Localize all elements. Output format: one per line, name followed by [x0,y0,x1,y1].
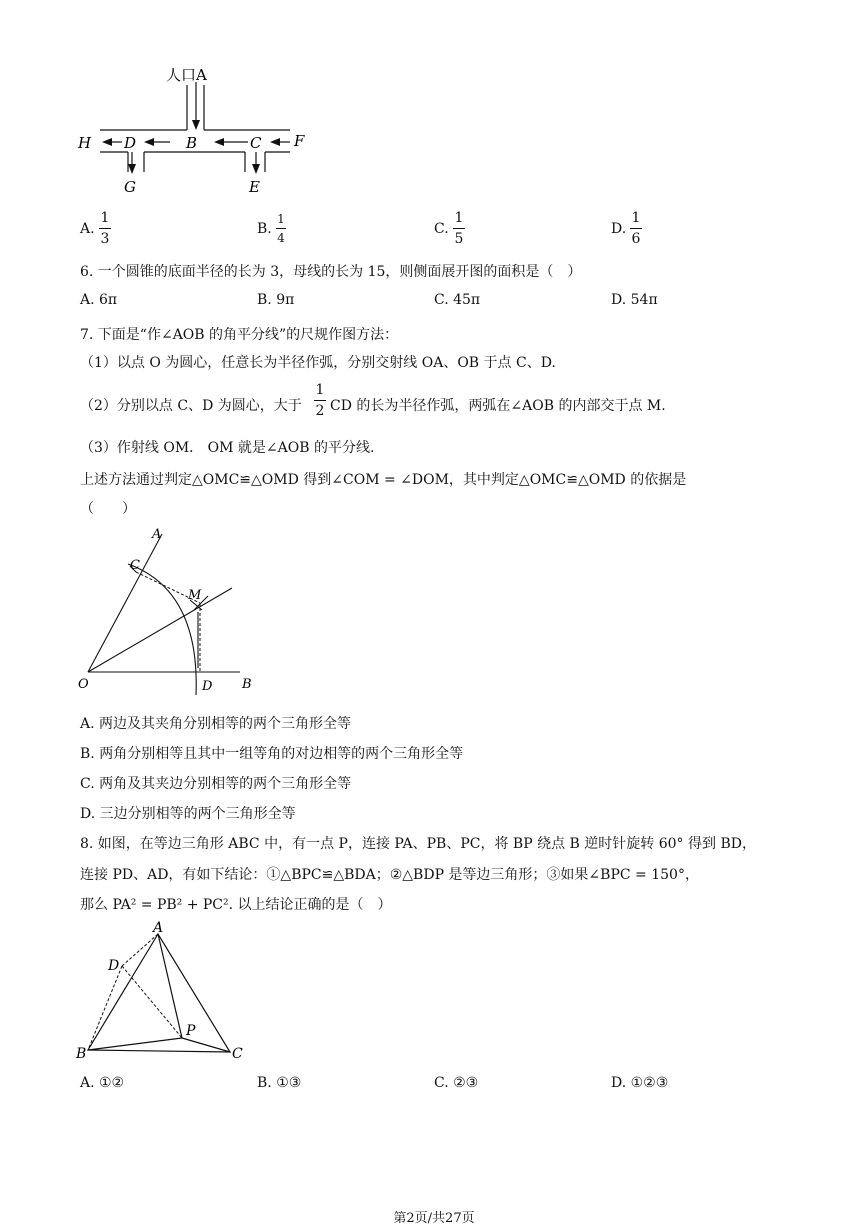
fig8-label-d: D [108,958,120,974]
q6-stem: 6. 一个圆锥的底面半径的长为 3，母线的长为 15，则侧面展开图的面积是（ ） [80,264,582,280]
q7-step2-part-a: （2）分别以点 C、D 为圆心，大于 [80,398,302,414]
q8-opt-a[interactable]: A. ①② [80,1075,125,1091]
label-g: G [124,178,136,196]
q7-step1: （1）以点 O 为圆心，任意长为半径作弧，分别交射线 OA、OB 于点 C、D. [80,355,556,371]
q5-opt-b-fraction: 1 4 [277,212,285,245]
label-f: F [294,132,305,150]
q7-paren: （ ） [80,501,136,517]
q7-step3: （3）作射线 OM． OM 就是∠AOB 的平分线. [80,440,375,456]
q7-opt-d[interactable]: D. 三边分别相等的两个三角形全等 [80,806,296,822]
fig8-label-c: C [232,1046,243,1062]
q5-opt-a-letter[interactable]: A. [80,221,95,237]
label-d: D [124,134,137,152]
q7-line4: 上述方法通过判定△OMC≌△OMD 得到∠COM = ∠DOM，其中判定△OMC≌△OMD 的依据是 [80,472,687,488]
fig8-label-a: A [153,920,164,936]
q7-stem: 7. 下面是“作∠AOB 的角平分线”的尺规作图方法： [80,327,399,343]
q5-opt-d-fraction: 1 6 [631,210,641,247]
q8-opt-c[interactable]: C. ②③ [434,1075,479,1091]
q7-opt-b[interactable]: B. 两角分别相等且其中一组等角的对边相等的两个三角形全等 [80,746,464,762]
q7-step2-part-b: CD 的长为半径作弧，两弧在∠AOB 的内部交于点 M. [330,398,666,414]
q8-line3: 那么 PA² = PB² + PC². 以上结论正确的是（ ） [80,897,392,913]
q6-opt-b[interactable]: B. 9π [257,292,295,308]
label-b: B [186,134,198,152]
q8-line1: 8. 如图，在等边三角形 ABC 中，有一点 P，连接 PA、PB、PC，将 BP 绕点 B 逆时针旋转 60° 得到 BD， [80,836,756,852]
fig8-label-b: B [76,1046,87,1062]
q8-opt-b[interactable]: B. ①③ [257,1075,302,1091]
label-e: E [249,178,260,196]
q5-opt-a-fraction: 1 3 [100,210,110,247]
label-h: H [78,134,92,152]
q7-step2-fraction: 1 2 [315,382,325,419]
q6-opt-d[interactable]: D. 54π [611,292,658,308]
fig7-label-o: O [78,677,89,692]
q5-opt-d-letter[interactable]: D. [611,221,627,237]
fig7-label-m: M [188,588,202,603]
fig7-label-a: A [152,527,162,542]
fig7-label-d: D [202,679,213,694]
q5-opt-c-letter[interactable]: C. [434,221,449,237]
angle-bisector-figure [70,520,270,700]
fig7-label-b: B [242,677,252,692]
fig7-label-c: C [130,558,140,573]
q8-opt-d[interactable]: D. ①②③ [611,1075,669,1091]
q7-opt-a[interactable]: A. 两边及其夹角分别相等的两个三角形全等 [80,716,352,732]
q5-opt-c-fraction: 1 5 [454,210,464,247]
fig8-label-p: P [186,1023,196,1039]
q6-opt-c[interactable]: C. 45π [434,292,481,308]
equilateral-triangle-figure [70,918,260,1068]
q6-opt-a[interactable]: A. 6π [80,292,118,308]
q7-opt-c[interactable]: C. 两角及其夹边分别相等的两个三角形全等 [80,776,352,792]
page-footer: 第2页/共27页 [393,1211,475,1226]
label-c: C [250,134,262,152]
q5-opt-b-letter[interactable]: B. [257,221,272,237]
intersection-figure [70,60,320,200]
q7-step2 [80,395,302,415]
q8-line2: 连接 PD、AD，有如下结论：①△BPC≌△BDA；②△BDP 是等边三角形；③如果∠BPC = 150°， [80,867,699,883]
entrance-label: 人口A [166,66,207,84]
